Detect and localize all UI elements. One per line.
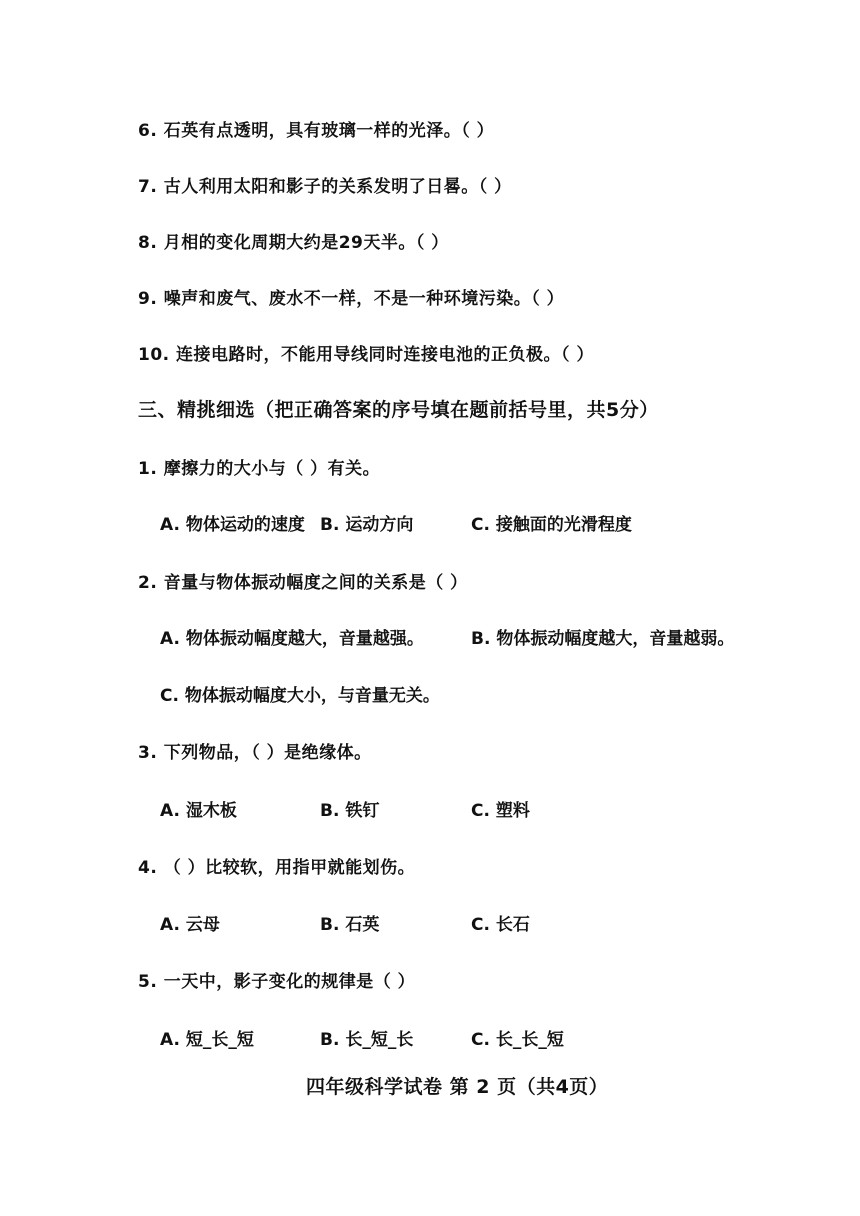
q1-option-c: C. 接触面的光滑程度 [471,515,632,535]
question-8: 8. 月相的变化周期大约是29天半。（ ） [138,233,449,253]
q2-option-b: B. 物体振动幅度越大，音量越弱。 [471,629,735,649]
question-7: 7. 古人利用太阳和影子的关系发明了日晷。（ ） [138,177,512,197]
mc-question-1: 1. 摩擦力的大小与（ ）有关。 [138,459,381,479]
q3-option-b: B. 铁钉 [320,801,380,821]
mc-question-2: 2. 音量与物体振动幅度之间的关系是（ ） [138,573,468,593]
q3-option-a: A. 湿木板 [160,801,237,821]
q5-option-b: B. 长_短_长 [320,1030,414,1050]
question-9: 9. 噪声和废气、废水不一样，不是一种环境污染。（ ） [138,289,565,309]
q1-option-b: B. 运动方向 [320,515,414,535]
mc-question-5: 5. 一天中，影子变化的规律是（ ） [138,972,416,992]
mc-question-4: 4. （ ）比较软，用指甲就能划伤。 [138,858,416,878]
q5-option-a: A. 短_长_短 [160,1030,254,1050]
q2-option-a: A. 物体振动幅度越大，音量越强。 [160,629,424,649]
q3-option-c: C. 塑料 [471,801,530,821]
q1-option-a: A. 物体运动的速度 [160,515,305,535]
q4-option-c: C. 长石 [471,915,530,935]
question-6: 6. 石英有点透明，具有玻璃一样的光泽。（ ） [138,121,495,141]
q2-option-c: C. 物体振动幅度大小，与音量无关。 [160,686,440,706]
q4-option-a: A. 云母 [160,915,220,935]
mc-question-3: 3. 下列物品，（ ）是绝缘体。 [138,743,372,763]
question-10: 10. 连接电路时，不能用导线同时连接电池的正负极。（ ） [138,345,594,365]
q5-option-c: C. 长_长_短 [471,1030,564,1050]
q4-option-b: B. 石英 [320,915,380,935]
page-footer: 四年级科学试卷 第 2 页（共4页） [306,1076,609,1098]
section-heading: 三、精挑细选（把正确答案的序号填在题前括号里，共5分） [138,399,659,421]
